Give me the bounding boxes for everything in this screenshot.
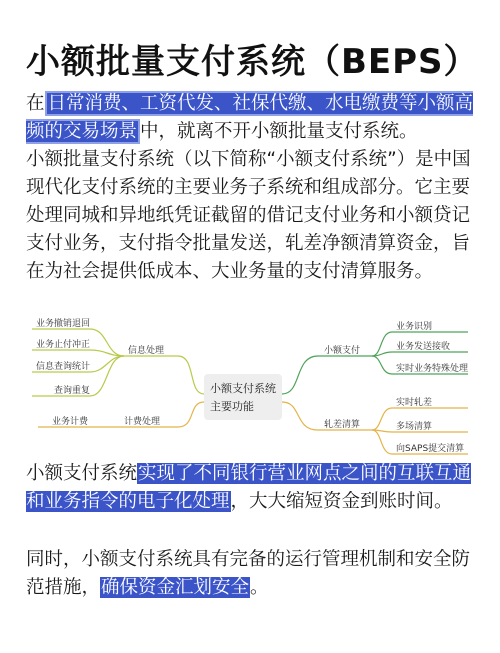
leaf-business-billing: 业务计费 [52, 417, 89, 427]
leaf-business-stop: 业务止付冲正 [36, 340, 91, 350]
interconnect-prefix: 小额支付系统 [26, 463, 138, 484]
security-prefix: 同时，小额支付系统具有完备的运行管理机制和安全防范措施， [26, 549, 471, 598]
center-label-line2: 主要功能 [210, 400, 254, 413]
leaf-info-query: 信息查询统计 [36, 362, 91, 372]
center-node [204, 374, 282, 420]
intro-suffix: 中，就离不开小额批量支付系统。 [140, 121, 418, 142]
branch-billing-processing: 计费处理 [124, 417, 161, 427]
branch-netting-settlement: 轧差清算 [324, 420, 361, 430]
leaf-business-send-receive: 业务发送接收 [396, 342, 451, 352]
interconnect-paragraph [26, 460, 478, 516]
intro-paragraph [26, 90, 478, 146]
definition-paragraph: 小额批量支付系统（以下简称“小额支付系统”）是中国现代化支付系统的主要业务子系统和组成部分。它主要处理同城和异地纸凭证截留的借记支付业务和小额贷记支付业务，支付指令批量发送，轧差净额清算资金，旨在为社会提供低成本、大业务量的支付清算服务。 [26, 149, 471, 282]
function-mindmap [28, 312, 476, 460]
branch-small-payment: 小额支付 [324, 346, 361, 356]
leaf-realtime-netting: 实时轧差 [396, 398, 433, 408]
leaf-multi-settlement: 多场清算 [396, 422, 433, 432]
security-suffix: 。 [250, 577, 269, 598]
center-label-line1: 小额支付系统 [210, 382, 276, 395]
intro-prefix: 在 [26, 93, 45, 114]
leaf-business-identify: 业务识别 [396, 322, 433, 332]
security-highlight: 确保资金汇划安全 [101, 577, 250, 598]
interconnect-highlight: 实现了不同银行营业网点之间的互联互通和业务指令的电子化处理 [26, 463, 472, 512]
branch-info-processing: 信息处理 [128, 346, 165, 356]
leaf-business-revoke: 业务撤销退回 [36, 319, 91, 329]
leaf-realtime-special: 实时业务特殊处理 [396, 364, 469, 374]
security-paragraph [26, 546, 478, 602]
leaf-saps-submit: 向SAPS提交清算 [396, 444, 465, 454]
intro-highlight: 日常消费、工资代发、社保代缴、水电缴费等小额高频的交易场景 [26, 93, 474, 142]
interconnect-suffix: ，大大缩短资金到账时间。 [230, 491, 453, 512]
page-title: 小额批量支付系统（BEPS） [26, 42, 479, 82]
leaf-query-repeat: 查询重复 [54, 386, 91, 396]
